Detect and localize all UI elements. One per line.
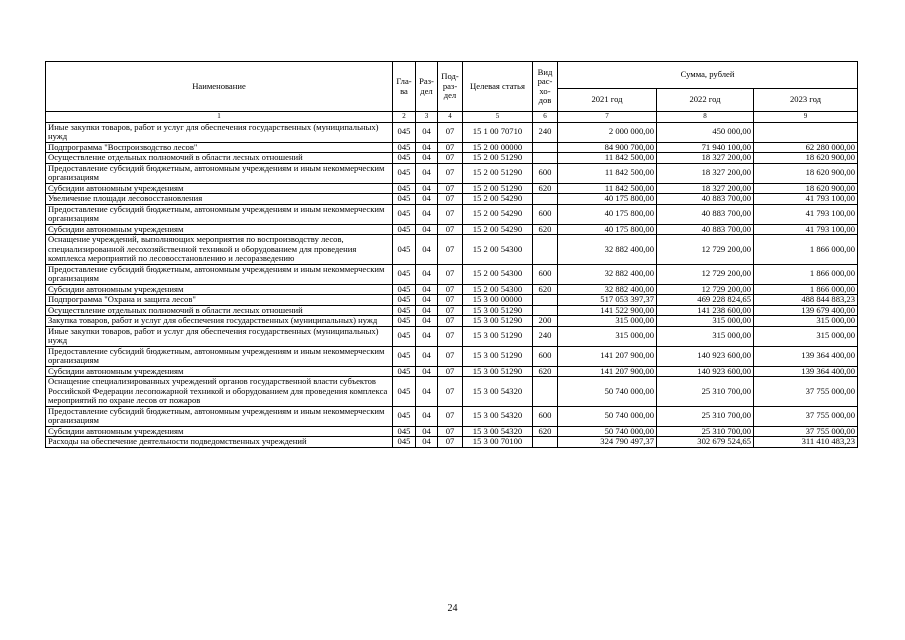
row-razdel: 04 [416, 346, 438, 366]
column-number: 4 [438, 112, 463, 123]
table-row [46, 264, 858, 284]
header-target: Целевая статья [463, 62, 533, 112]
row-podrazdel: 07 [438, 183, 463, 194]
row-target: 15 3 00 70100 [463, 437, 533, 448]
row-vid [533, 235, 558, 265]
row-sum-2023: 488 844 883,23 [754, 295, 858, 306]
row-target: 15 3 00 51290 [463, 346, 533, 366]
row-name: Предоставление субсидий бюджетным, автономным учреждениям и иным некоммерческим организациям [46, 346, 393, 366]
row-glava: 045 [393, 377, 416, 407]
row-glava: 045 [393, 366, 416, 377]
row-podrazdel: 07 [438, 142, 463, 153]
column-number: 9 [754, 112, 858, 123]
column-number: 6 [533, 112, 558, 123]
table-row [46, 437, 858, 448]
row-sum-2023: 18 620 900,00 [754, 183, 858, 194]
row-target: 15 3 00 54320 [463, 377, 533, 407]
row-sum-2021: 40 175 800,00 [558, 204, 657, 224]
table-row [46, 426, 858, 437]
row-podrazdel: 07 [438, 264, 463, 284]
row-sum-2022: 12 729 200,00 [657, 235, 754, 265]
row-glava: 045 [393, 295, 416, 306]
row-target: 15 3 00 51290 [463, 305, 533, 316]
row-razdel: 04 [416, 264, 438, 284]
row-razdel: 04 [416, 377, 438, 407]
row-name: Субсидии автономным учреждениям [46, 426, 393, 437]
table-row [46, 377, 858, 407]
row-target: 15 2 00 51290 [463, 183, 533, 194]
row-podrazdel: 07 [438, 235, 463, 265]
row-glava: 045 [393, 406, 416, 426]
row-sum-2021: 40 175 800,00 [558, 224, 657, 235]
row-name: Субсидии автономным учреждениям [46, 366, 393, 377]
row-sum-2021: 11 842 500,00 [558, 153, 657, 164]
row-razdel: 04 [416, 406, 438, 426]
row-vid: 240 [533, 122, 558, 142]
row-name: Оснащение учреждений, выполняющих мероприятия по воспроизводству лесов, специализированной лесохозяйственной техникой и оборудованием для проведения комплекса мероприятий по лесовосстановлению и лесоразведению [46, 235, 393, 265]
row-name: Предоставление субсидий бюджетным, автономным учреждениям и иным некоммерческим организациям [46, 406, 393, 426]
row-glava: 045 [393, 426, 416, 437]
row-sum-2022: 25 310 700,00 [657, 426, 754, 437]
table-row [46, 224, 858, 235]
row-podrazdel: 07 [438, 122, 463, 142]
row-vid: 620 [533, 224, 558, 235]
row-sum-2022: 141 238 600,00 [657, 305, 754, 316]
row-sum-2022: 140 923 600,00 [657, 366, 754, 377]
header-name: Наименование [46, 62, 393, 112]
row-sum-2023: 139 364 400,00 [754, 366, 858, 377]
row-sum-2022: 40 883 700,00 [657, 194, 754, 205]
row-vid: 620 [533, 426, 558, 437]
table-row [46, 346, 858, 366]
row-vid: 600 [533, 406, 558, 426]
table-row [46, 142, 858, 153]
row-vid [533, 153, 558, 164]
row-sum-2022: 25 310 700,00 [657, 377, 754, 407]
row-razdel: 04 [416, 326, 438, 346]
header-razdel: Раз-дел [416, 62, 438, 112]
row-sum-2023: 37 755 000,00 [754, 406, 858, 426]
header-sum: Сумма, рублей [558, 62, 858, 89]
row-sum-2023: 37 755 000,00 [754, 377, 858, 407]
row-glava: 045 [393, 204, 416, 224]
row-podrazdel: 07 [438, 224, 463, 235]
row-sum-2023 [754, 122, 858, 142]
table-row [46, 204, 858, 224]
row-sum-2022: 40 883 700,00 [657, 204, 754, 224]
row-name: Субсидии автономным учреждениям [46, 224, 393, 235]
row-sum-2023: 139 364 400,00 [754, 346, 858, 366]
row-sum-2023: 18 620 900,00 [754, 153, 858, 164]
row-sum-2021: 32 882 400,00 [558, 235, 657, 265]
row-razdel: 04 [416, 153, 438, 164]
row-sum-2023: 41 793 100,00 [754, 194, 858, 205]
row-razdel: 04 [416, 437, 438, 448]
row-vid: 620 [533, 183, 558, 194]
row-podrazdel: 07 [438, 437, 463, 448]
column-number: 5 [463, 112, 533, 123]
row-glava: 045 [393, 122, 416, 142]
row-glava: 045 [393, 346, 416, 366]
row-podrazdel: 07 [438, 377, 463, 407]
row-name: Закупка товаров, работ и услуг для обеспечения государственных (муниципальных) нужд [46, 316, 393, 327]
row-razdel: 04 [416, 194, 438, 205]
row-target: 15 2 00 54290 [463, 224, 533, 235]
row-vid [533, 377, 558, 407]
row-name: Оснащение специализированных учреждений органов государственной власти субъектов Российской Федерации лесопожарной техникой и оборудованием для проведения комплекса мероприятий по охране лесов от пожаров [46, 377, 393, 407]
row-sum-2021: 50 740 000,00 [558, 377, 657, 407]
table-row [46, 122, 858, 142]
row-glava: 045 [393, 235, 416, 265]
row-razdel: 04 [416, 316, 438, 327]
row-name: Осуществление отдельных полномочий в области лесных отношений [46, 153, 393, 164]
row-glava: 045 [393, 142, 416, 153]
row-razdel: 04 [416, 284, 438, 295]
row-vid: 600 [533, 204, 558, 224]
row-sum-2022: 18 327 200,00 [657, 163, 754, 183]
row-sum-2023: 315 000,00 [754, 316, 858, 327]
row-name: Иные закупки товаров, работ и услуг для обеспечения государственных (муниципальных) нужд [46, 326, 393, 346]
row-sum-2021: 84 900 700,00 [558, 142, 657, 153]
row-name: Осуществление отдельных полномочий в области лесных отношений [46, 305, 393, 316]
row-glava: 045 [393, 264, 416, 284]
row-sum-2021: 141 207 900,00 [558, 366, 657, 377]
row-name: Иные закупки товаров, работ и услуг для обеспечения государственных (муниципальных) нужд [46, 122, 393, 142]
row-sum-2022: 469 228 824,65 [657, 295, 754, 306]
row-razdel: 04 [416, 235, 438, 265]
table-row [46, 284, 858, 295]
column-number: 1 [46, 112, 393, 123]
row-sum-2021: 315 000,00 [558, 326, 657, 346]
table-row [46, 406, 858, 426]
row-vid [533, 305, 558, 316]
row-target: 15 2 00 54300 [463, 264, 533, 284]
row-vid: 240 [533, 326, 558, 346]
row-sum-2022: 18 327 200,00 [657, 153, 754, 164]
row-sum-2022: 315 000,00 [657, 316, 754, 327]
row-glava: 045 [393, 437, 416, 448]
row-sum-2021: 32 882 400,00 [558, 264, 657, 284]
row-razdel: 04 [416, 122, 438, 142]
row-vid: 600 [533, 163, 558, 183]
row-podrazdel: 07 [438, 295, 463, 306]
row-podrazdel: 07 [438, 284, 463, 295]
header-year-2021: 2021 год [558, 89, 657, 112]
row-razdel: 04 [416, 295, 438, 306]
row-vid: 600 [533, 264, 558, 284]
row-sum-2023: 41 793 100,00 [754, 204, 858, 224]
row-target: 15 2 00 00000 [463, 142, 533, 153]
row-target: 15 1 00 70710 [463, 122, 533, 142]
row-sum-2021: 50 740 000,00 [558, 406, 657, 426]
row-podrazdel: 07 [438, 204, 463, 224]
row-name: Субсидии автономным учреждениям [46, 284, 393, 295]
column-number-row [46, 112, 858, 123]
row-sum-2021: 141 522 900,00 [558, 305, 657, 316]
row-vid: 200 [533, 316, 558, 327]
row-podrazdel: 07 [438, 426, 463, 437]
row-glava: 045 [393, 163, 416, 183]
row-name: Предоставление субсидий бюджетным, автономным учреждениям и иным некоммерческим организациям [46, 264, 393, 284]
table-body [46, 122, 858, 447]
row-target: 15 3 00 54320 [463, 406, 533, 426]
row-target: 15 2 00 54300 [463, 235, 533, 265]
row-target: 15 3 00 51290 [463, 366, 533, 377]
header-podrazdel: Под-раз-дел [438, 62, 463, 112]
page-number: 24 [447, 603, 458, 614]
row-target: 15 3 00 51290 [463, 316, 533, 327]
row-sum-2021: 11 842 500,00 [558, 163, 657, 183]
row-sum-2022: 12 729 200,00 [657, 284, 754, 295]
row-podrazdel: 07 [438, 316, 463, 327]
row-razdel: 04 [416, 426, 438, 437]
row-podrazdel: 07 [438, 305, 463, 316]
header-glava: Гла-ва [393, 62, 416, 112]
row-glava: 045 [393, 183, 416, 194]
row-target: 15 3 00 00000 [463, 295, 533, 306]
row-sum-2023: 139 679 400,00 [754, 305, 858, 316]
row-target: 15 2 00 51290 [463, 163, 533, 183]
row-sum-2023: 18 620 900,00 [754, 163, 858, 183]
row-podrazdel: 07 [438, 366, 463, 377]
header-vid: Вид рас-хо-дов [533, 62, 558, 112]
row-sum-2022: 315 000,00 [657, 326, 754, 346]
row-vid: 620 [533, 366, 558, 377]
row-sum-2022: 302 679 524,65 [657, 437, 754, 448]
row-vid: 600 [533, 346, 558, 366]
row-podrazdel: 07 [438, 326, 463, 346]
row-sum-2021: 517 053 397,37 [558, 295, 657, 306]
row-glava: 045 [393, 284, 416, 295]
row-sum-2022: 12 729 200,00 [657, 264, 754, 284]
row-sum-2021: 32 882 400,00 [558, 284, 657, 295]
row-sum-2022: 71 940 100,00 [657, 142, 754, 153]
row-podrazdel: 07 [438, 346, 463, 366]
row-sum-2021: 2 000 000,00 [558, 122, 657, 142]
header-year-2023: 2023 год [754, 89, 858, 112]
row-podrazdel: 07 [438, 153, 463, 164]
row-name: Предоставление субсидий бюджетным, автономным учреждениям и иным некоммерческим организациям [46, 163, 393, 183]
row-sum-2021: 50 740 000,00 [558, 426, 657, 437]
row-sum-2021: 40 175 800,00 [558, 194, 657, 205]
row-target: 15 2 00 54300 [463, 284, 533, 295]
row-razdel: 04 [416, 204, 438, 224]
row-sum-2023: 37 755 000,00 [754, 426, 858, 437]
row-sum-2022: 40 883 700,00 [657, 224, 754, 235]
row-vid [533, 295, 558, 306]
row-target: 15 3 00 51290 [463, 326, 533, 346]
row-podrazdel: 07 [438, 194, 463, 205]
column-number: 3 [416, 112, 438, 123]
row-podrazdel: 07 [438, 163, 463, 183]
row-sum-2021: 11 842 500,00 [558, 183, 657, 194]
row-razdel: 04 [416, 305, 438, 316]
row-name: Субсидии автономным учреждениям [46, 183, 393, 194]
row-razdel: 04 [416, 224, 438, 235]
column-number: 8 [657, 112, 754, 123]
row-glava: 045 [393, 153, 416, 164]
column-number: 7 [558, 112, 657, 123]
table-row [46, 163, 858, 183]
header-year-2022: 2022 год [657, 89, 754, 112]
table-row [46, 316, 858, 327]
row-sum-2023: 1 866 000,00 [754, 235, 858, 265]
row-sum-2022: 18 327 200,00 [657, 183, 754, 194]
row-sum-2021: 315 000,00 [558, 316, 657, 327]
row-target: 15 2 00 51290 [463, 153, 533, 164]
column-number: 2 [393, 112, 416, 123]
row-sum-2023: 1 866 000,00 [754, 284, 858, 295]
row-name: Увеличение площади лесовосстановления [46, 194, 393, 205]
table-row [46, 366, 858, 377]
row-vid: 620 [533, 284, 558, 295]
row-target: 15 3 00 54320 [463, 426, 533, 437]
table-row [46, 235, 858, 265]
table-row [46, 326, 858, 346]
row-razdel: 04 [416, 163, 438, 183]
row-sum-2022: 140 923 600,00 [657, 346, 754, 366]
row-sum-2023: 1 866 000,00 [754, 264, 858, 284]
row-glava: 045 [393, 316, 416, 327]
row-razdel: 04 [416, 366, 438, 377]
row-vid [533, 142, 558, 153]
table-row [46, 305, 858, 316]
row-razdel: 04 [416, 142, 438, 153]
row-sum-2022: 450 000,00 [657, 122, 754, 142]
row-vid [533, 194, 558, 205]
row-glava: 045 [393, 194, 416, 205]
row-sum-2022: 25 310 700,00 [657, 406, 754, 426]
row-sum-2021: 324 790 497,37 [558, 437, 657, 448]
row-glava: 045 [393, 224, 416, 235]
row-name: Расходы на обеспечение деятельности подведомственных учреждений [46, 437, 393, 448]
row-name: Подпрограмма "Охрана и защита лесов" [46, 295, 393, 306]
row-target: 15 2 00 54290 [463, 194, 533, 205]
row-sum-2021: 141 207 900,00 [558, 346, 657, 366]
row-sum-2023: 62 280 000,00 [754, 142, 858, 153]
row-name: Предоставление субсидий бюджетным, автономным учреждениям и иным некоммерческим организациям [46, 204, 393, 224]
row-glava: 045 [393, 305, 416, 316]
row-razdel: 04 [416, 183, 438, 194]
table-row [46, 295, 858, 306]
row-podrazdel: 07 [438, 406, 463, 426]
table-row [46, 183, 858, 194]
budget-table [45, 61, 858, 448]
table-row [46, 153, 858, 164]
row-target: 15 2 00 54290 [463, 204, 533, 224]
row-glava: 045 [393, 326, 416, 346]
row-sum-2023: 315 000,00 [754, 326, 858, 346]
row-sum-2023: 311 410 483,23 [754, 437, 858, 448]
table-row [46, 194, 858, 205]
row-sum-2023: 41 793 100,00 [754, 224, 858, 235]
row-name: Подпрограмма "Воспроизводство лесов" [46, 142, 393, 153]
row-vid [533, 437, 558, 448]
